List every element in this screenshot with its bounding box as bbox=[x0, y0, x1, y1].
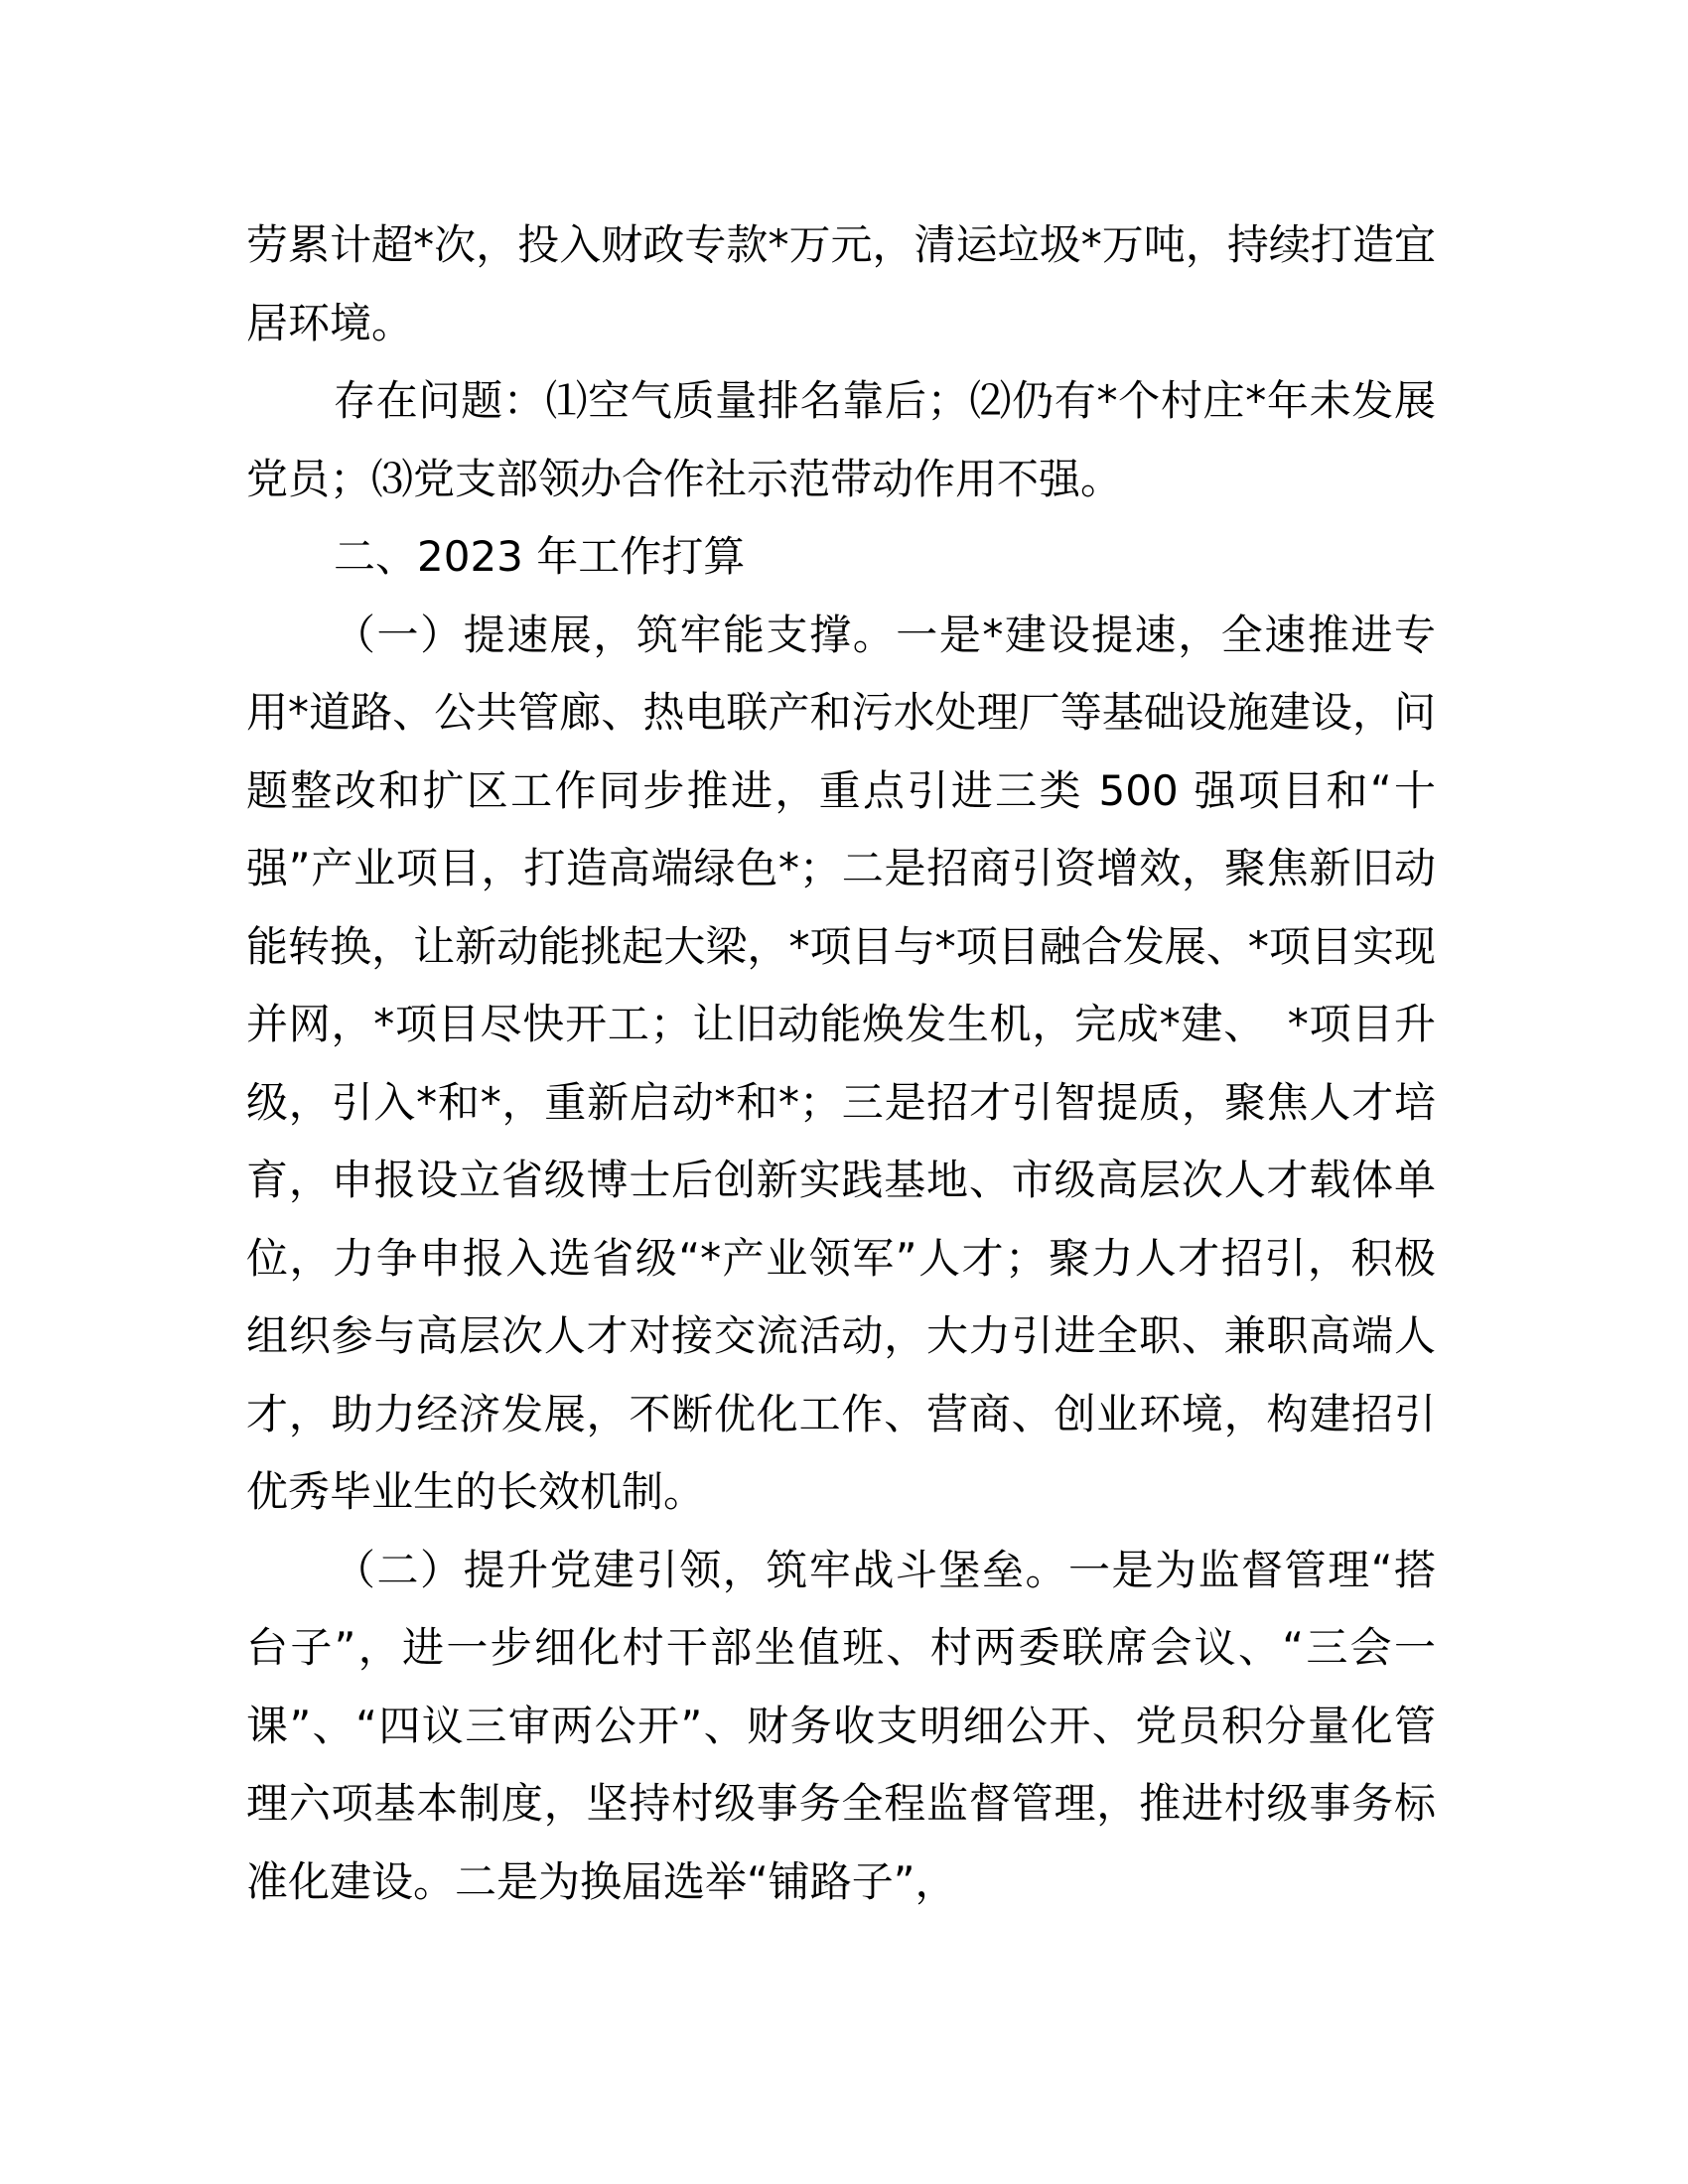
document-body bbox=[246, 206, 1436, 1921]
paragraph-item-two: （二）提升党建引领，筑牢战斗堡垒。一是为监督管理“搭台子”，进一步细化村干部坐值班、村两委联席会议、“三会一课”、“四议三审两公开”、财务收支明细公开、党员积分量化管理六项基本制度，坚持村级事务全程监督管理，推进村级事务标准化建设。二是为换届选举“铺路子”， bbox=[246, 1545, 1436, 1906]
section-heading-2023-plan: 二、2023 年工作打算 bbox=[334, 532, 746, 581]
paragraph-continuation: 劳累计超*次，投入财政专款*万元，清运垃圾*万吨，持续打造宜居环境。 bbox=[246, 220, 1436, 347]
paragraph-existing-problems: 存在问题：⑴空气质量排名靠后；⑵仍有*个村庄*年未发展党员；⑶党支部领办合作社示范带动作用不强。 bbox=[246, 376, 1436, 503]
paragraph-item-one: （一）提速展，筑牢能支撑。一是*建设提速，全速推进专用*道路、公共管廊、热电联产和污水处理厂等基础设施建设，问题整改和扩区工作同步推进，重点引进三类 500 强项目和“十强”产业项目，打造高端绿色*；二是招商引资增效，聚焦新旧动能转换，让新动能挑起大梁，*项目与*项目融合发展、*项目实现并网，*项目尽快开工；让旧动能焕发生机，完成*建、 *项目升级，引入*和*，重新启动*和*；三是招才引智提质，聚焦人才培育，申报设立省级博士后创新实践基地、市级高层次人才载体单位，力争申报入选省级“*产业领军”人才；聚力人才招引，积极组织参与高层次人才对接交流活动，大力引进全职、兼职高端人才，助力经济发展，不断优化工作、营商、创业环境，构建招引优秀毕业生的长效机制。 bbox=[246, 610, 1436, 1516]
